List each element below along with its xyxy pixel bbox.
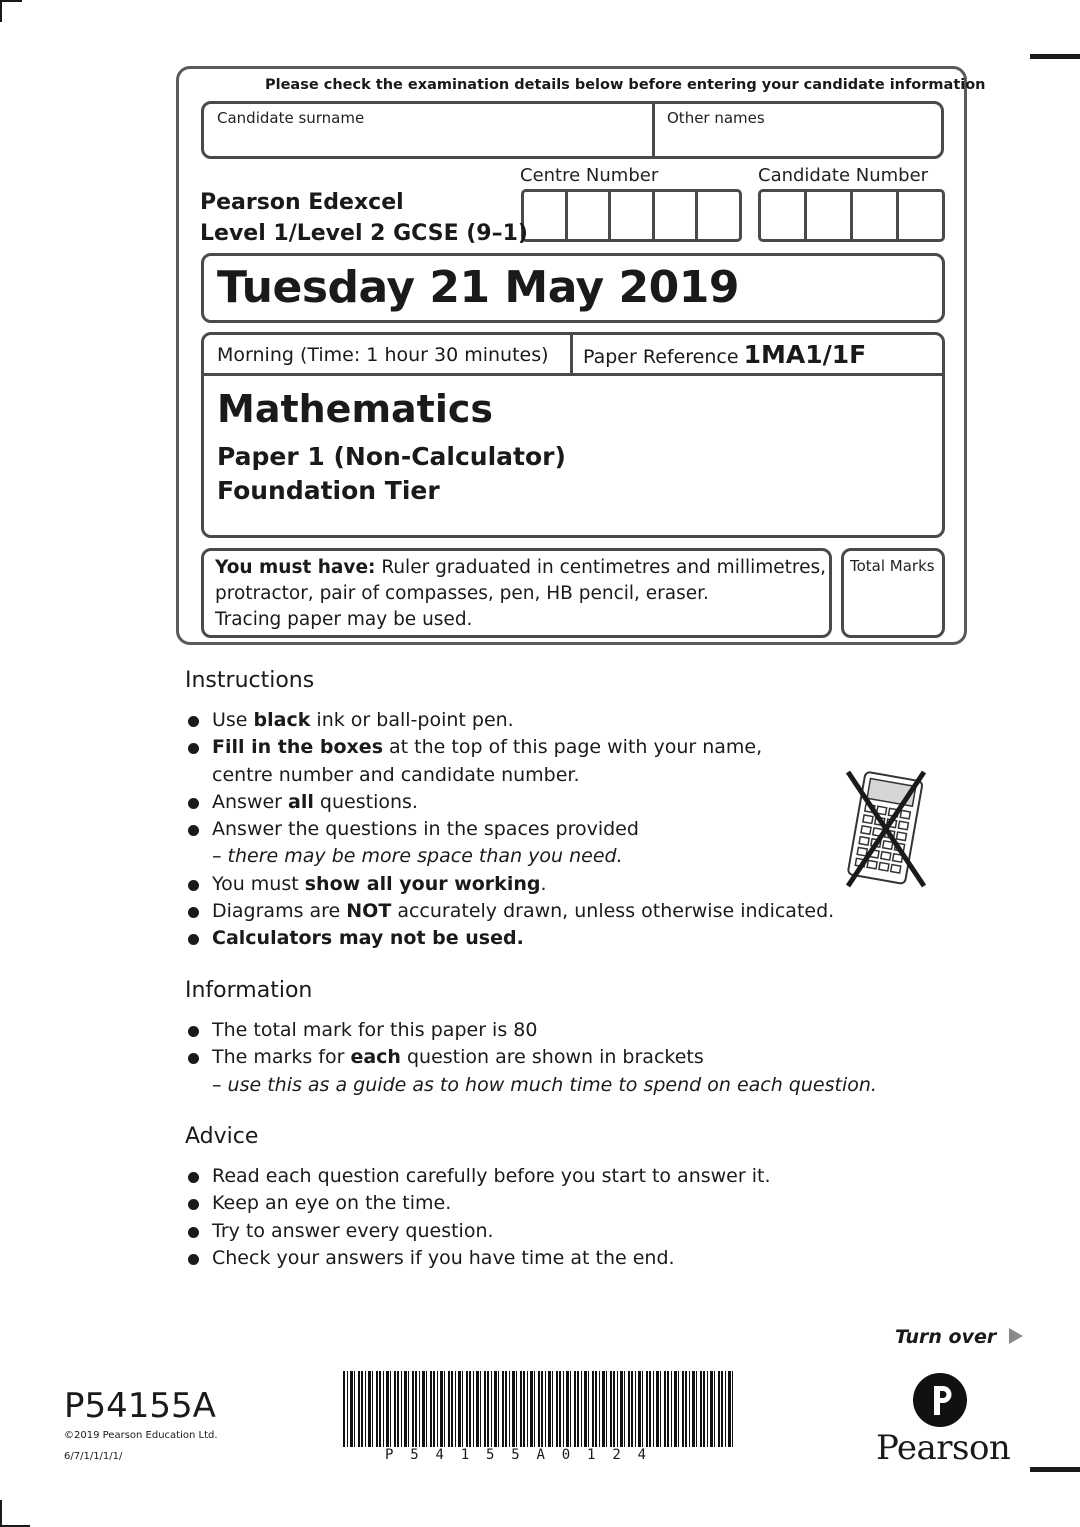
instructions-title: Instructions bbox=[185, 668, 315, 693]
session-time: Morning (Time: 1 hour 30 minutes) bbox=[217, 344, 549, 366]
instructions-list bbox=[185, 707, 834, 953]
turn-over bbox=[895, 1326, 1023, 1348]
turn-over-label: Turn over bbox=[895, 1326, 997, 1348]
right-triangle-arrow-icon bbox=[1009, 1328, 1023, 1344]
centre-number-label: Centre Number bbox=[520, 165, 659, 186]
list-item: Answer the questions in the spaces provided bbox=[185, 816, 834, 843]
list-item: Fill in the boxes at the top of this page with your name, bbox=[185, 734, 834, 761]
page-mark-top-right bbox=[1030, 54, 1080, 59]
list-item: The marks for each question are shown in brackets bbox=[185, 1044, 877, 1071]
list-item: Answer all questions. bbox=[185, 789, 834, 816]
must-have-line1: Ruler graduated in centimetres and millimetres, bbox=[381, 557, 827, 578]
exam-board: Pearson Edexcel bbox=[200, 190, 404, 215]
equipment-text bbox=[215, 555, 826, 633]
candidate-number-boxes[interactable] bbox=[758, 189, 945, 242]
crop-mark-bottom-left-v bbox=[0, 1500, 2, 1527]
crop-mark-top-left-h bbox=[0, 0, 22, 2]
list-item-continuation: centre number and candidate number. bbox=[212, 763, 580, 786]
must-have-label: You must have: bbox=[215, 557, 376, 578]
name-box-divider bbox=[652, 104, 655, 156]
tier-title: Foundation Tier bbox=[217, 476, 440, 505]
pearson-logo-icon bbox=[912, 1372, 968, 1428]
advice-title: Advice bbox=[185, 1124, 259, 1149]
crossed-out-calculator-icon bbox=[842, 768, 930, 890]
barcode bbox=[343, 1371, 734, 1447]
subject-title: Mathematics bbox=[217, 387, 494, 431]
list-item: You must show all your working. bbox=[185, 871, 834, 898]
list-item: Try to answer every question. bbox=[185, 1218, 771, 1245]
check-notice: Please check the examination details below before entering your candidate information bbox=[265, 77, 986, 93]
list-item: Calculators may not be used. bbox=[185, 925, 834, 952]
paper-title: Paper 1 (Non-Calculator) bbox=[217, 442, 566, 471]
session-divider-h bbox=[204, 373, 942, 376]
advice-list bbox=[185, 1163, 771, 1272]
list-item: Read each question carefully before you start to answer it. bbox=[185, 1163, 771, 1190]
paper-code: P54155A bbox=[64, 1386, 216, 1426]
must-have-line2: protractor, pair of compasses, pen, HB pencil, eraser. bbox=[215, 583, 709, 604]
candidate-surname-label: Candidate surname bbox=[217, 109, 365, 127]
session-divider-v bbox=[570, 335, 573, 375]
list-item-continuation: – use this as a guide as to how much time to spend on each question. bbox=[212, 1073, 877, 1096]
list-item: Use black ink or ball-point pen. bbox=[185, 707, 834, 734]
candidate-number-label: Candidate Number bbox=[758, 165, 929, 186]
crop-mark-top-left-v bbox=[0, 0, 2, 22]
publisher-name: Pearson bbox=[876, 1428, 1011, 1468]
print-code: 6/7/1/1/1/1/ bbox=[64, 1451, 123, 1462]
paper-reference-label: Paper Reference bbox=[583, 346, 739, 368]
list-item: Diagrams are NOT accurately drawn, unless otherwise indicated. bbox=[185, 898, 834, 925]
total-marks-label: Total Marks bbox=[850, 557, 935, 575]
list-item: Check your answers if you have time at the end. bbox=[185, 1245, 771, 1272]
page-mark-bottom-right bbox=[1030, 1467, 1080, 1472]
list-item: Keep an eye on the time. bbox=[185, 1190, 771, 1217]
barcode-text: P 5 4 1 5 5 A 0 1 2 4 bbox=[385, 1447, 651, 1463]
centre-number-boxes[interactable] bbox=[521, 189, 742, 242]
paper-reference bbox=[583, 340, 866, 369]
list-item-continuation: – there may be more space than you need. bbox=[212, 845, 623, 868]
exam-date: Tuesday 21 May 2019 bbox=[217, 262, 740, 313]
information-title: Information bbox=[185, 978, 313, 1003]
copyright: ©2019 Pearson Education Ltd. bbox=[64, 1430, 218, 1441]
paper-reference-code: 1MA1/1F bbox=[743, 340, 867, 369]
list-item: The total mark for this paper is 80 bbox=[185, 1017, 877, 1044]
qualification: Level 1/Level 2 GCSE (9–1) bbox=[200, 221, 528, 246]
must-have-line3: Tracing paper may be used. bbox=[215, 609, 473, 630]
information-list bbox=[185, 1017, 877, 1099]
other-names-label: Other names bbox=[667, 109, 765, 127]
